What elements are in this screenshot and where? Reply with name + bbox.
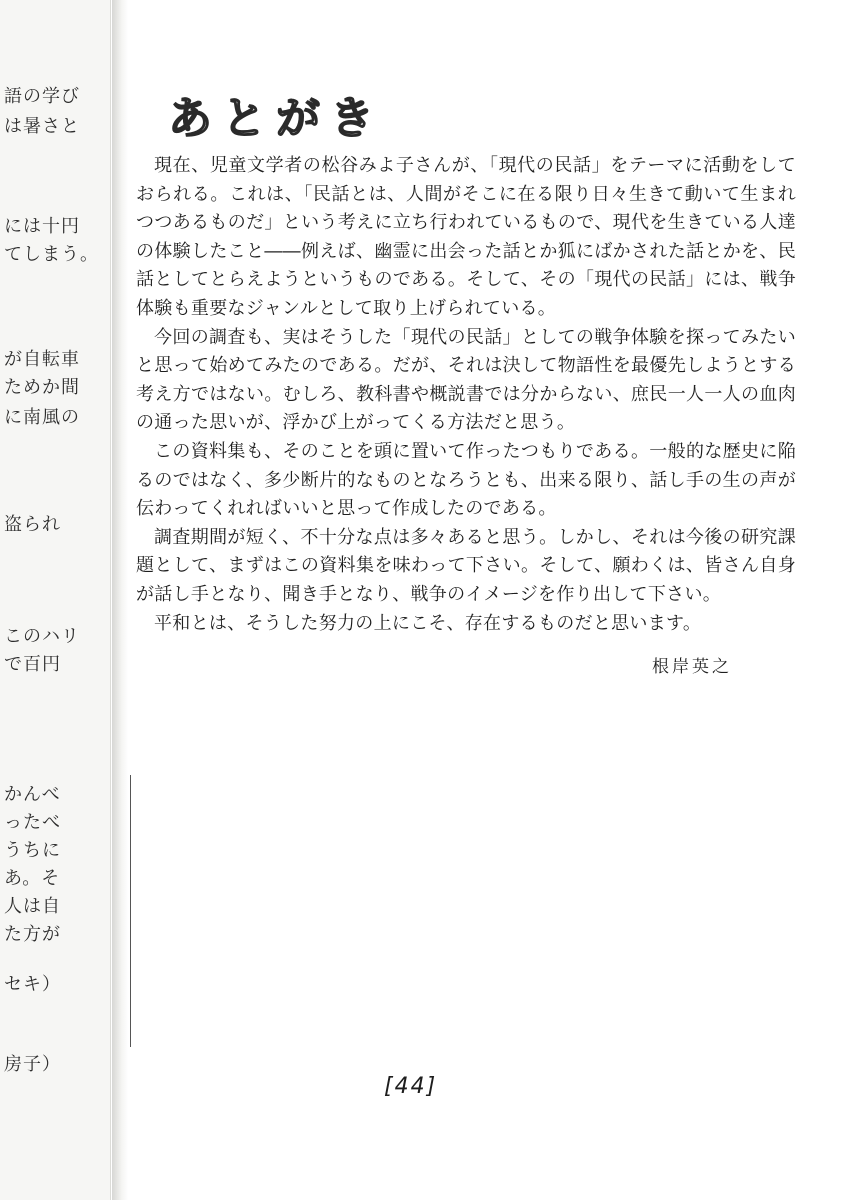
margin-rule — [130, 775, 131, 1047]
prev-page-fragment: かんべ — [4, 784, 61, 805]
prev-page-fragment: てしまう。 — [4, 244, 99, 265]
prev-page-fragment: 房子） — [4, 1054, 61, 1075]
prev-page-fragment: 人は自 — [4, 896, 61, 917]
prev-page-fragment: に南風の — [4, 407, 80, 428]
prev-page-fragment: このハリ — [4, 626, 80, 647]
paragraph: この資料集も、そのことを頭に置いて作ったつもりである。一般的な歴史に陥るのではなく、多少断片的なものとなろうとも、出来る限り、話し手の生の声が伝わってくれればいいと思って作成したのである。 — [136, 440, 796, 520]
afterword-body — [136, 152, 796, 638]
paragraph: 平和とは、そうした努力の上にこそ、存在するものだと思います。 — [154, 612, 702, 634]
prev-page-fragment: 語の学び — [4, 86, 80, 107]
prev-page-fragment: うちに — [4, 840, 61, 861]
page-content — [130, 0, 849, 1200]
prev-page-fragment: ためか間 — [4, 377, 80, 398]
page-number: [44] — [384, 1074, 438, 1099]
prev-page-fragment: セキ） — [4, 974, 61, 995]
page-title: あとがき — [168, 93, 384, 144]
paragraph: 今回の調査も、実はそうした「現代の民話」としての戦争体験を探ってみたいと思って始めてみたのである。だが、それは決して物語性を最優先しようとする考え方ではない。むしろ、教科書や概説書では分からない、庶民一人一人の血肉の通った思いが、浮かび上がってくる方法だと思う。 — [136, 326, 796, 434]
author-signature: 根岸英之 — [652, 657, 732, 677]
prev-page-fragment: が自転車 — [4, 349, 80, 370]
page-binding-shadow — [112, 0, 128, 1200]
paragraph: 現在、児童文学者の松谷みよ子さんが、「現代の民話」をテーマに活動をしておられる。これは、「民話とは、人間がそこに在る限り日々生きて動いて生まれつつあるものだ」という考えに立ち行われているもので、現代を生きている人達の体験したこと――例えば、幽霊に出会った話とか狐にばかされた話とかを、民話としてとらえようというものである。そして、その「現代の民話」には、戦争体験も重要なジャンルとして取り上げられている。 — [136, 155, 796, 319]
paragraph: 調査期間が短く、不十分な点は多々あると思う。しかし、それは今後の研究課題として、まずはこの資料集を味わって下さい。そして、願わくは、皆さん自身が話し手となり、聞き手となり、戦争のイメージを作り出して下さい。 — [136, 526, 796, 605]
prev-page-fragment: 盗られ — [4, 514, 61, 535]
prev-page-fragment: は暑さと — [4, 116, 80, 137]
previous-page-strip — [0, 0, 111, 1200]
prev-page-fragment: で百円 — [4, 654, 61, 675]
prev-page-fragment: た方が — [4, 924, 61, 945]
prev-page-fragment: あ。そ — [4, 868, 61, 889]
prev-page-fragment: ったべ — [4, 812, 61, 833]
prev-page-fragment: には十円 — [4, 216, 80, 237]
